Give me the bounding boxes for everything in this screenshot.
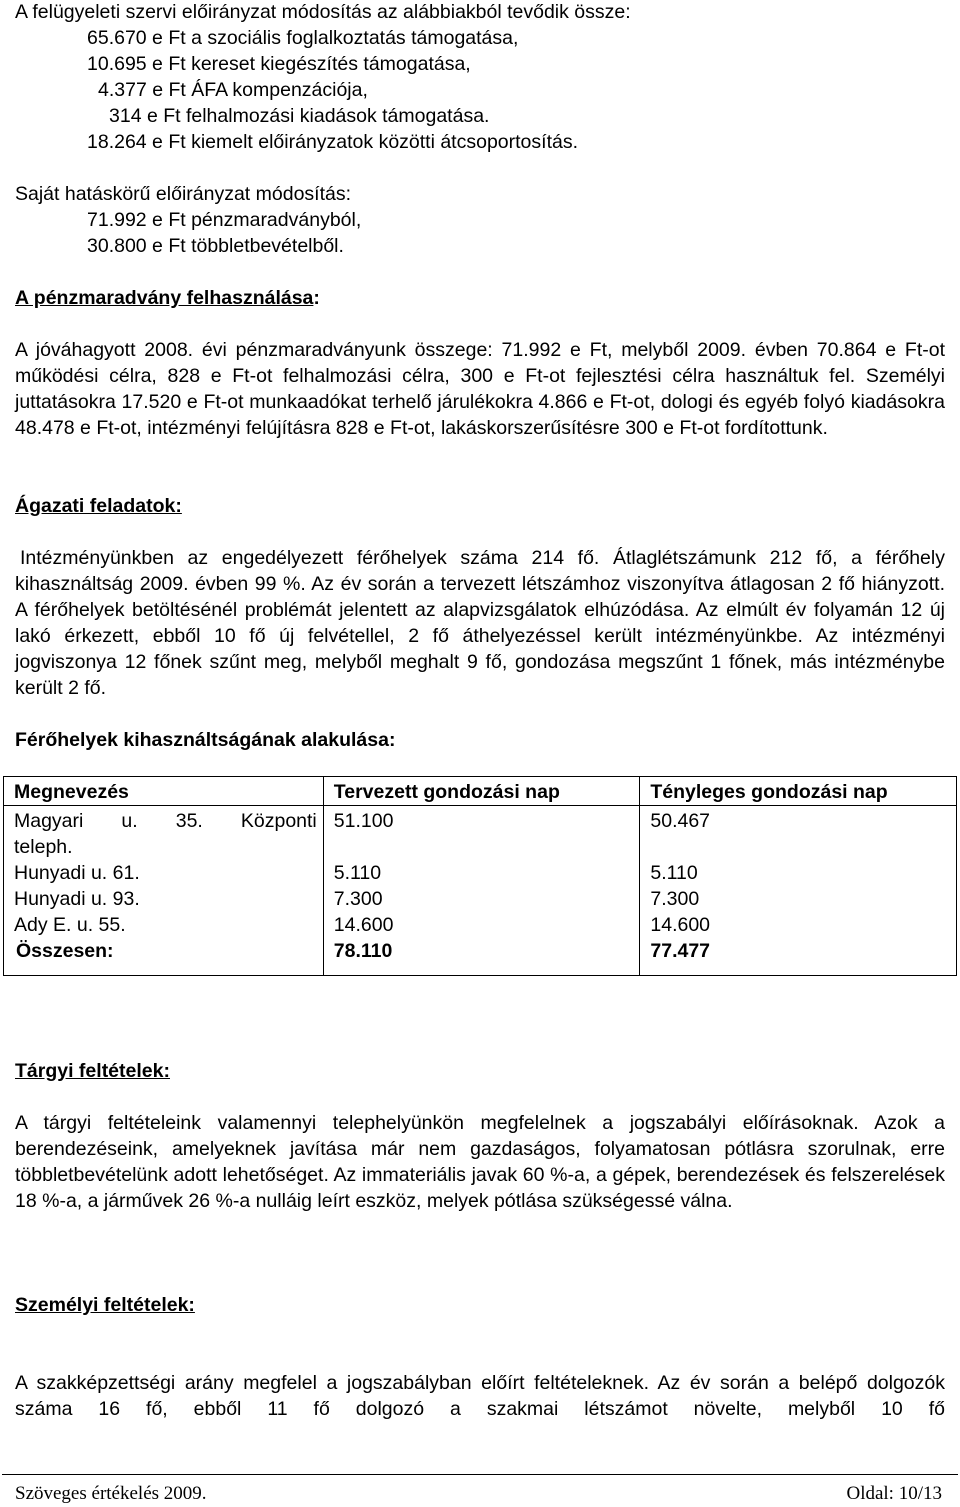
list-item: 71.992 e Ft pénzmaradványból, <box>87 209 362 231</box>
site-name: Ady E. u. 55. <box>14 914 126 936</box>
actual-days-cell <box>640 806 957 976</box>
column-header: Tényleges gondozási nap <box>640 777 957 806</box>
section-heading-targyi: Tárgyi feltételek: <box>15 1060 170 1082</box>
planned-value: 5.110 <box>333 862 382 884</box>
occupancy-table <box>3 776 957 976</box>
site-name: Hunyadi u. 61. <box>14 862 140 884</box>
actual-value: 14.600 <box>650 914 711 936</box>
actual-total: 77.477 <box>650 940 711 962</box>
section-heading-szemelyi: Személyi feltételek: <box>15 1294 195 1316</box>
site-name-continued: teleph. <box>14 836 73 858</box>
table-row <box>4 806 957 976</box>
heading-colon: : <box>313 287 320 309</box>
list-item: 30.800 e Ft többletbevételből. <box>87 235 344 257</box>
site-name: Magyari u. 35. Központi <box>14 810 317 832</box>
planned-total: 78.110 <box>333 940 393 962</box>
list-item: 18.264 e Ft kiemelt előirányzatok közötti átcsoportosítás. <box>87 131 578 153</box>
site-name: Hunyadi u. 93. <box>14 888 140 910</box>
planned-value: 51.100 <box>333 810 394 832</box>
section-heading-agazati: Ágazati feladatok: <box>15 495 182 517</box>
targyi-paragraph: A tárgyi feltételeink valamennyi telephelyünkön megfelelnek a jogszabályi előírásoknak. Azok a berendezéseink, amelyeknek javítása már nem gazdaságos, folyamatosan pótlásra szorulnak, erre többletbevételünk adott lehetőséget. Az immateriális javak 60 %-a, a gépek, berendezések és felszerelések 18 %-a, a járművek 26 %-a nulláig leírt eszköz, melyek pótlása szükségessé válna. <box>15 1112 945 1212</box>
list-item: 314 e Ft felhalmozási kiadások támogatása. <box>109 105 490 127</box>
planned-days-cell <box>323 806 640 976</box>
agazati-paragraph: Intézményünkben az engedélyezett férőhelyek száma 214 fő. Átlaglétszámunk 212 fő, a férőhely kihasználtság 2009. évben 99 %. Az év során a tervezett létszámhoz viszonyítva átlagosan 2 fő hiányzott. A férőhelyek betöltésénél problémát jelentett az alapvizsgálatok elhúzódása. Az elmúlt év folyamán 12 új lakó érkezett, ebből 10 fő új felvétellel, 2 fő áthelyezéssel került intézményünkbe. Az intézményi jogviszonya 12 főnek szűnt meg, melyből meghalt 9 fő, gondozása megszűnt 1 főnek, más intézménybe került 2 fő. <box>15 547 945 699</box>
footer-page-number: Oldal: 10/13 <box>846 1483 942 1504</box>
actual-value: 7.300 <box>650 888 700 910</box>
column-header: Megnevezés <box>4 777 324 806</box>
column-header: Tervezett gondozási nap <box>323 777 640 806</box>
actual-value: 5.110 <box>650 862 698 884</box>
footer-divider <box>2 1474 958 1475</box>
list-item: 65.670 e Ft a szociális foglalkoztatás támogatása, <box>87 27 519 49</box>
section-heading-text: A pénzmaradvány felhasználása <box>15 287 314 309</box>
list-item: 4.377 e Ft ÁFA kompenzációja, <box>98 79 368 101</box>
actual-value: 50.467 <box>650 810 711 832</box>
szemelyi-paragraph: A szakképzettségi arány megfelel a jogszabályban előírt feltételeknek. Az év során a belépő dolgozók száma 16 fő, ebből 11 fő dolgozó a szakmai létszámot növelte, melyből 10 fő <box>15 1372 945 1420</box>
total-label: Összesen: <box>16 940 114 962</box>
intro-text: A felügyeleti szervi előirányzat módosítás az alábbiakból tevődik össze: <box>15 1 631 23</box>
own-modification-title: Saját hatáskörű előirányzat módosítás: <box>15 183 352 205</box>
footer-left: Szöveges értékelés 2009. <box>15 1483 207 1504</box>
penzmaradvany-paragraph: A jóváhagyott 2008. évi pénzmaradványunk összege: 71.992 e Ft, melyből 2009. évben 70.864 e Ft-ot működési célra, 828 e Ft-ot felhalmozási célra, 300 e Ft-ot fejlesztési célra használtuk fel. Személyi juttatásokra 17.520 e Ft-ot munkaadókat terhelő járulékokra 4.866 e Ft-ot, dologi és egyéb folyó kiadásokra 48.478 e Ft-ot, intézményi felújításra 828 e Ft-ot, lakáskorszerűsítésre 300 e Ft-ot fordítottunk. <box>15 339 945 439</box>
section-heading-penzmaradvany <box>15 285 320 311</box>
planned-value: 14.600 <box>333 914 394 936</box>
table-header-row <box>4 777 957 806</box>
section-heading-ferohely: Férőhelyek kihasználtságának alakulása: <box>15 729 396 751</box>
site-name-cell <box>4 806 324 976</box>
planned-value: 7.300 <box>333 888 383 910</box>
list-item: 10.695 e Ft kereset kiegészítés támogatása, <box>87 53 471 75</box>
